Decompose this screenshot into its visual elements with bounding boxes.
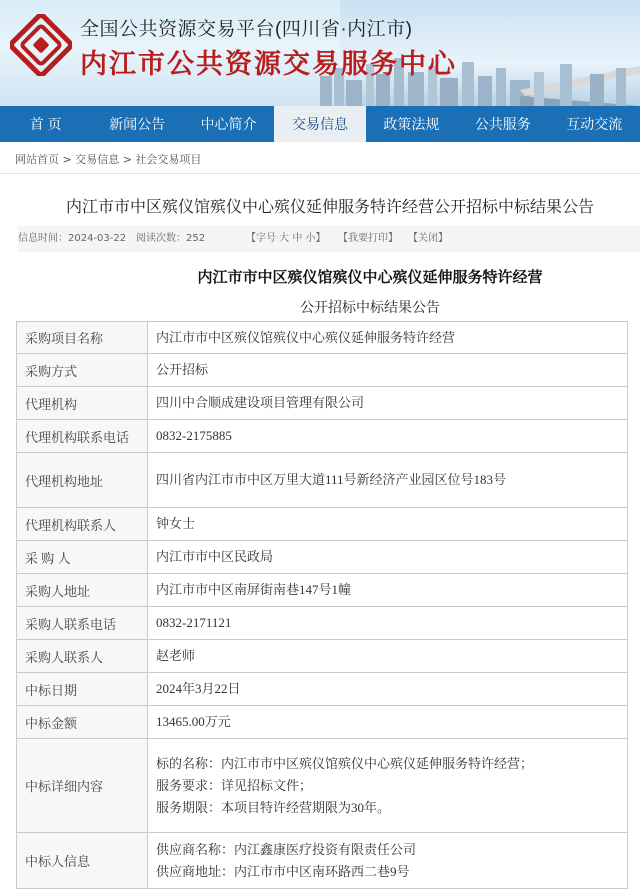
view-count: 阅读次数：252 xyxy=(136,233,206,244)
table-row xyxy=(17,739,628,833)
page-title: 内江市市中区殡仪馆殡仪中心殡仪延伸服务特许经营公开招标中标结果公告 xyxy=(65,199,594,216)
supplier-address: 供应商地址：内江市市中区南环路西二巷9号 xyxy=(156,863,410,879)
row-label: 采 购 人 xyxy=(17,541,148,574)
nav-trade-info[interactable]: 交易信息 xyxy=(274,106,365,142)
row-label: 采购人联系人 xyxy=(17,640,148,673)
detail-line: 标的名称：内江市市中区殡仪馆殡仪中心殡仪延伸服务特许经营； xyxy=(156,755,534,771)
table-row xyxy=(17,354,628,387)
row-value: 公开招标 xyxy=(148,354,628,387)
row-label: 采购项目名称 xyxy=(17,322,148,354)
row-value: 0832-2171121 xyxy=(148,607,628,640)
print-link[interactable]: 【我要打印】 xyxy=(338,233,398,244)
table-row xyxy=(17,640,628,673)
breadcrumb-home-link[interactable]: 网站首页 xyxy=(15,153,59,166)
nav-policy[interactable]: 政策法规 xyxy=(383,116,440,132)
nav-home[interactable]: 首 页 xyxy=(29,116,62,132)
table-row xyxy=(17,387,628,420)
supplier-name: 供应商名称：内江鑫康医疗投资有限责任公司 xyxy=(156,841,417,857)
document-heading: 内江市市中区殡仪馆殡仪中心殡仪延伸服务特许经营 xyxy=(197,270,543,286)
table-row xyxy=(17,322,628,354)
breadcrumb-separator: > xyxy=(119,153,136,166)
row-label: 代理机构地址 xyxy=(17,453,148,508)
article-info-bar xyxy=(18,226,640,252)
breadcrumb xyxy=(0,146,640,174)
table-row xyxy=(17,706,628,739)
publish-time: 信息时间：2024-03-22 xyxy=(18,233,127,244)
row-value: 2024年3月22日 xyxy=(148,673,628,706)
document-subheading: 公开招标中标结果公告 xyxy=(300,301,440,316)
header-banner xyxy=(0,0,640,106)
platform-subtitle: 全国公共资源交易平台(四川省·内江市) xyxy=(80,19,413,40)
detail-line: 服务要求：详见招标文件； xyxy=(156,777,313,793)
breadcrumb-social-trade-link[interactable]: 社会交易项目 xyxy=(135,153,202,166)
font-size-switcher[interactable]: 【字号 大 中 小】 xyxy=(246,233,326,244)
row-value: 13465.00万元 xyxy=(148,706,628,739)
row-value: 四川省内江市市中区万里大道111号新经济产业园区位号183号 xyxy=(148,453,628,508)
site-title: 内江市公共资源交易服务中心 xyxy=(80,49,457,79)
row-label: 中标金额 xyxy=(17,706,148,739)
row-label: 代理机构联系电话 xyxy=(17,420,148,453)
table-row xyxy=(17,541,628,574)
row-value: 四川中合顺成建设项目管理有限公司 xyxy=(148,387,628,420)
row-value: 钟女士 xyxy=(148,508,628,541)
nav-news[interactable]: 新闻公告 xyxy=(109,116,166,132)
breadcrumb-trade-info-link[interactable]: 交易信息 xyxy=(75,153,120,166)
table-row xyxy=(17,673,628,706)
row-label: 代理机构 xyxy=(17,387,148,420)
logo-emblem xyxy=(10,14,72,76)
nav-public-service[interactable]: 公共服务 xyxy=(474,116,531,132)
row-label: 代理机构联系人 xyxy=(17,508,148,541)
table-row xyxy=(17,574,628,607)
row-value xyxy=(148,833,628,889)
nav-interaction[interactable]: 互动交流 xyxy=(566,116,623,132)
row-label: 中标详细内容 xyxy=(17,739,148,833)
row-label: 采购方式 xyxy=(17,354,148,387)
row-label: 中标人信息 xyxy=(17,833,148,889)
row-label: 采购人联系电话 xyxy=(17,607,148,640)
award-result-table xyxy=(16,321,628,889)
row-value: 内江市市中区南屏街南巷147号1幢 xyxy=(148,574,628,607)
table-row xyxy=(17,453,628,508)
row-value: 赵老师 xyxy=(148,640,628,673)
row-value: 0832-2175885 xyxy=(148,420,628,453)
table-row xyxy=(17,607,628,640)
table-row xyxy=(17,420,628,453)
detail-line: 服务期限：本项目特许经营期限为30年。 xyxy=(156,799,391,815)
nav-about[interactable]: 中心简介 xyxy=(200,116,257,132)
close-link[interactable]: 【关闭】 xyxy=(408,233,448,244)
main-nav xyxy=(0,106,640,142)
row-label: 中标日期 xyxy=(17,673,148,706)
table-row xyxy=(17,508,628,541)
breadcrumb-separator: > xyxy=(59,153,76,166)
row-value xyxy=(148,739,628,833)
row-value: 内江市市中区民政局 xyxy=(148,541,628,574)
row-label: 采购人地址 xyxy=(17,574,148,607)
table-row xyxy=(17,833,628,889)
row-value: 内江市市中区殡仪馆殡仪中心殡仪延伸服务特许经营 xyxy=(148,322,628,354)
